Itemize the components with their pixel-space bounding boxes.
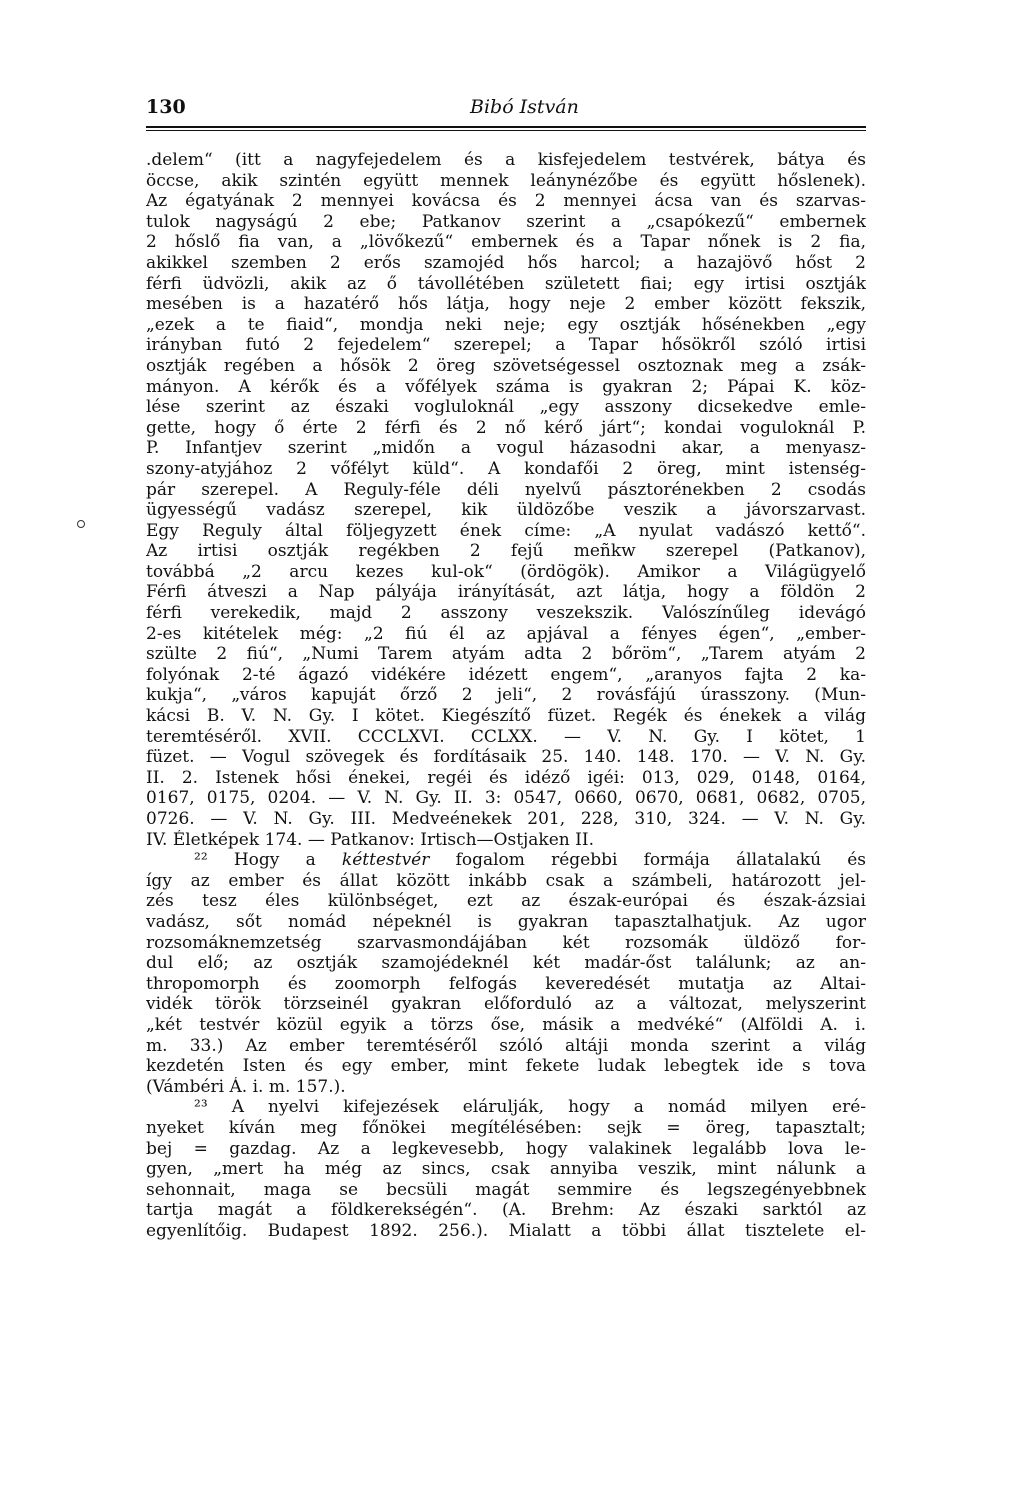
footnote-22-line: vadász, sőt nomád népeknél is gyakran tapasztalhatjuk. Az ugor: [146, 911, 866, 932]
text-line: „ezek a te fiaid“, mondja neki neje; egy osztják hősénekben „egy: [146, 314, 866, 335]
text-line: tulok nagyságú 2 ebe; Patkanov szerint a „csapókezű“ embernek: [146, 211, 866, 232]
footnote-23-number: ²³: [194, 1097, 208, 1118]
text-line: továbbá „2 arcu kezes kul-ok“ (ördögök). Amikor a Világügyelő: [146, 561, 866, 582]
text-line: szülte 2 fiú“, „Numi Tarem atyám adta 2 bőröm“, „Tarem atyám 2: [146, 644, 866, 665]
text-line: szony-atyjához 2 vőfélyt küld“. A kondafői 2 öreg, mint istenség-: [146, 458, 866, 479]
text-line: Az égatyának 2 mennyei kovácsa és 2 mennyei ácsa van és szarvas-: [146, 191, 866, 212]
footnote-22-line: dul elő; az osztják szamojédeknél két madár-őst találunk; az an-: [146, 953, 866, 974]
text-line: Férfi átveszi a Nap pályája irányítását, azt látja, hogy a földön 2: [146, 582, 866, 603]
text-line: folyónak 2-té ágazó vidékére idézett engem“, „aranyos fajta 2 ka-: [146, 664, 866, 685]
footnote-23-line: egyenlítőig. Budapest 1892. 256.). Mialatt a többi állat tisztelete el-: [146, 1220, 866, 1241]
footnote-22-number: ²²: [194, 850, 208, 871]
text-line: gette, hogy ő érte 2 férfi és 2 nő kérő járt“; kondai voguloknál P.: [146, 417, 866, 438]
header-rule-thick: [146, 126, 866, 128]
text-line: férfi verekedik, majd 2 asszony veszekszik. Valószínűleg idevágó: [146, 603, 866, 624]
footnote-22-line: (Vámbéri Á. i. m. 157.).: [146, 1076, 346, 1097]
text-line: kukja“, „város kapuját őrző 2 jeli“, 2 rovásfájú úrasszony. (Mun-: [146, 685, 866, 706]
text-line: ügyességű vadász szerepel, kik üldözőbe veszik a jávorszarvast.: [146, 500, 866, 521]
footnote-22-lead: Hogy a: [233, 850, 316, 871]
text-line: öccse, akik szintén együtt mennek leánynézőbe és együtt hőslenek).: [146, 170, 866, 191]
page-number: 130: [146, 96, 186, 118]
main-text: [146, 150, 866, 1241]
header-rule-thin: [146, 130, 866, 131]
text-line: 0726. — V. N. Gy. III. Medveénekek 201, 228, 310, 324. — V. N. Gy.: [146, 809, 866, 829]
footnote-23-line: nyeket kíván meg főnökei megítélésében: sejk = öreg, tapasztalt;: [146, 1117, 866, 1138]
text-line: akikkel szemben 2 erős szamojéd hős harcol; a hazajövő hőst 2: [146, 252, 866, 273]
footnote-22-line: m. 33.) Az ember teremtéséről szóló altáji monda szerint a világ: [146, 1035, 866, 1056]
text-line: 2-es kitételek még: „2 fiú él az apjával a fényes égen“, „ember-: [146, 623, 866, 644]
footnote-22-line: kezdetén Isten és egy ember, mint fekete ludak lebegtek ide s tova: [146, 1056, 866, 1077]
footnote-22-line: „két testvér közül egyik a törzs őse, másik a medvéké“ (Alföldi A. i.: [146, 1014, 866, 1035]
footnote-22-line: zés tesz éles különbséget, ezt az észak-európai és észak-ázsiai: [146, 891, 866, 912]
text-line: mányon. A kérők és a vőfélyek száma is gyakran 2; Pápai K. köz-: [146, 376, 866, 397]
text-line: IV. Életképek 174. — Patkanov: Irtisch—Ostjaken II.: [146, 829, 594, 850]
margin-mark: [77, 520, 85, 528]
text-line: lése szerint az északi vogluloknál „egy asszony dicsekedve emle-: [146, 397, 866, 418]
footnote-23-line: tartja magát a földkerekségén“. (A. Brehm: Az északi sarktól az: [146, 1200, 866, 1221]
text-line: pár szerepel. A Reguly-féle déli nyelvű pásztorénekben 2 csodás: [146, 479, 866, 500]
footnote-22-first-line: [146, 850, 866, 871]
footnote-22-line: így az ember és állat között inkább csak a számbeli, határozott jel-: [146, 870, 866, 891]
footnote-22-rest: fogalom régebbi formája állatalakú és: [455, 850, 866, 871]
text-line: férfi üdvözli, akik az ő távollétében született fiai; egy irtisi osztják: [146, 273, 866, 294]
footnote-22-line: vidék török törzseinél gyakran előforduló az a változat, melyszerint: [146, 994, 866, 1015]
footnote-23-text: A nyelvi kifejezések elárulják, hogy a nomád milyen eré-: [231, 1097, 866, 1118]
footnote-22-line: rozsomáknemzetség szarvasmondájában két rozsomák üldöző for-: [146, 932, 866, 953]
footnote-23-first-line: [146, 1097, 866, 1118]
text-line: mesében is a hazatérő hős látja, hogy neje 2 ember között fekszik,: [146, 294, 866, 315]
text-line: osztják regében a hősök 2 öreg szövetségessel osztoznak meg a zsák-: [146, 355, 866, 376]
text-line: II. 2. Istenek hősi énekei, regéi és idéző igéi: 013, 029, 0148, 0164,: [146, 767, 866, 788]
footnote-23-line: bej = gazdag. Az a legkevesebb, hogy valakinek legalább lova le-: [146, 1138, 866, 1159]
text-line: .delem“ (itt a nagyfejedelem és a kisfejedelem testvérek, bátya és: [146, 150, 866, 170]
text-line: 2 hőslő fia van, a „lövőkezű“ embernek és a Tapar nőnek is 2 fia,: [146, 232, 866, 253]
footnote-22-line: thropomorph és zoomorph felfogás keveredését mutatja az Altai-: [146, 973, 866, 994]
running-head-author: Bibó István: [470, 96, 579, 118]
footnote-23-line: sehonnait, maga se becsüli magát semmire és legszegényebbnek: [146, 1179, 866, 1200]
text-line: füzet. — Vogul szövegek és fordításaik 25. 140. 148. 170. — V. N. Gy.: [146, 747, 866, 768]
text-line: irányban futó 2 fejedelem“ szerepel; a Tapar hősökről szóló irtisi: [146, 335, 866, 356]
text-line: teremtéséről. XVII. CCCLXVI. CCLXX. — V. N. Gy. I kötet, 1: [146, 726, 866, 747]
text-line: P. Infantjev szerint „midőn a vogul házasodni akar, a menyasz-: [146, 438, 866, 459]
text-line: Egy Reguly által följegyzett ének címe: „A nyulat vadászó kettő“.: [146, 520, 866, 541]
footnote-23-line: gyen, „mert ha még az sincs, csak annyiba veszik, mint nálunk a: [146, 1159, 866, 1180]
text-line: 0167, 0175, 0204. — V. N. Gy. II. 3: 0547, 0660, 0670, 0681, 0682, 0705,: [146, 788, 866, 809]
text-line: kácsi B. V. N. Gy. I kötet. Kiegészítő füzet. Regék és énekek a világ: [146, 706, 866, 727]
text-line: Az irtisi osztják regékben 2 fejű meñkw szerepel (Patkanov),: [146, 541, 866, 562]
footnote-22-term: kéttestvér: [341, 850, 430, 871]
